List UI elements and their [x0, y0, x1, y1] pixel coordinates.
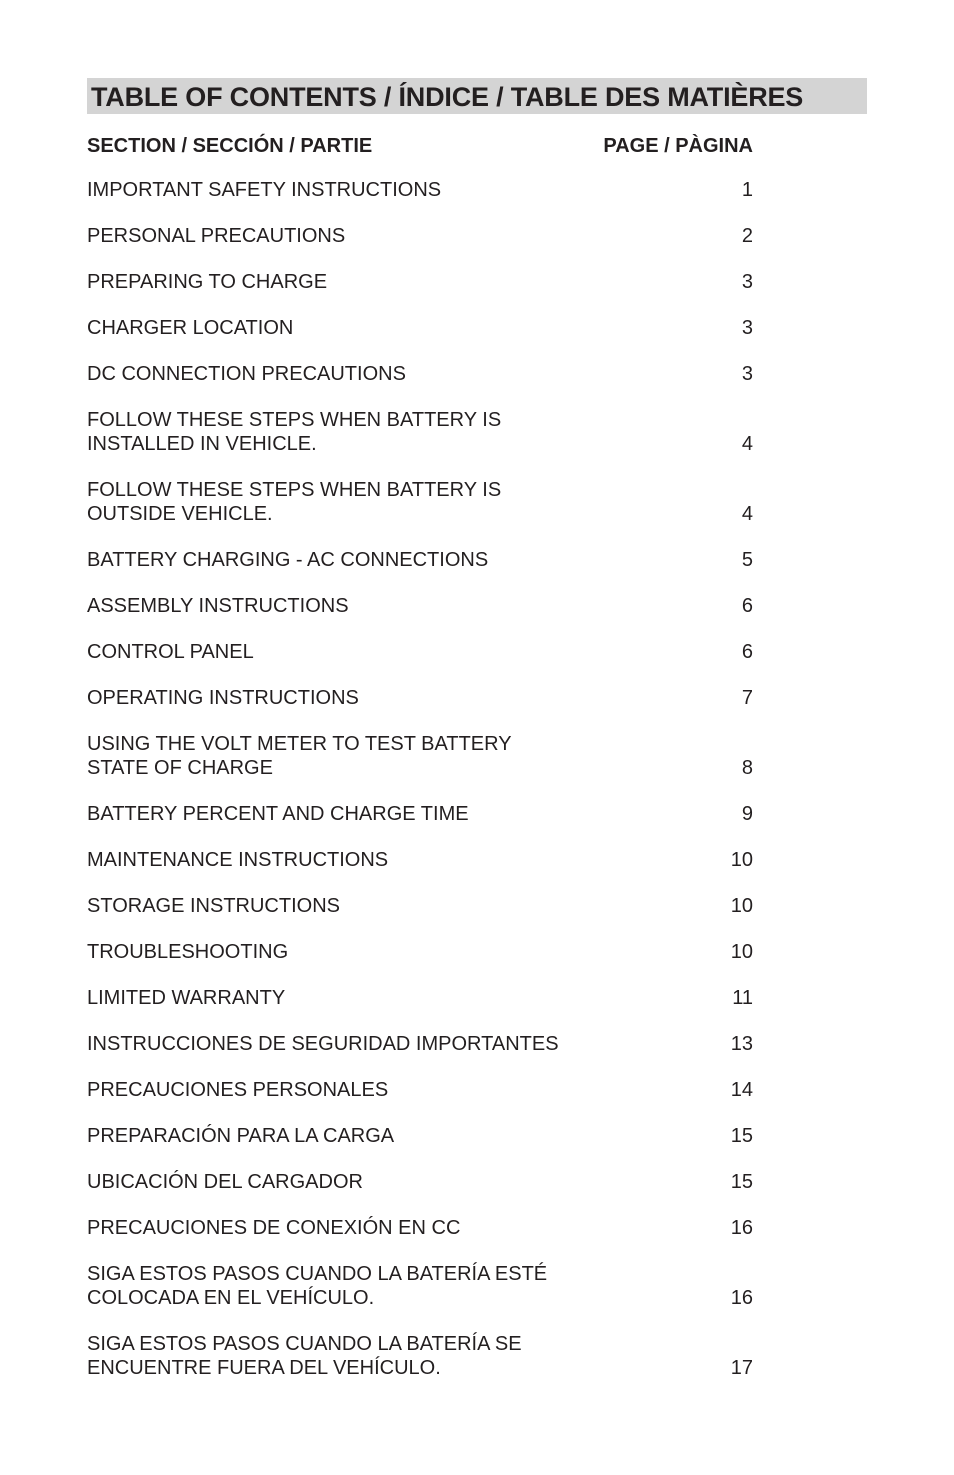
toc-entry[interactable]: [87, 178, 753, 202]
toc-entry-title: [87, 1332, 522, 1380]
toc-entry-page-number: 16: [730, 1217, 753, 1239]
toc-entry[interactable]: [87, 316, 753, 340]
toc-header-row: [87, 133, 753, 159]
toc-entry-title-line: DC CONNECTION PRECAUTIONS: [87, 363, 406, 385]
toc-entry-title: [87, 848, 388, 872]
title-bar: [87, 78, 867, 114]
toc-entry-page-number: 15: [730, 1125, 753, 1147]
toc-entry-title: [87, 270, 327, 294]
toc-entry-title-line: MAINTENANCE INSTRUCTIONS: [87, 849, 389, 871]
toc-entry-title: [87, 1216, 460, 1240]
toc-entry-title-line: PRECAUCIONES DE CONEXIÓN EN CC: [87, 1217, 461, 1239]
toc-entry[interactable]: [87, 224, 753, 248]
toc-entry-title: [87, 362, 406, 386]
toc-entry-title: [87, 316, 293, 340]
toc-entry-title-line: CHARGER LOCATION: [87, 317, 294, 339]
toc-entry-title-line: TROUBLESHOOTING: [87, 941, 289, 963]
toc-entry-title: [87, 548, 488, 572]
toc-entry-page-number: 15: [730, 1171, 753, 1193]
toc-entry-title-line: ENCUENTRE FUERA DEL VEHÍCULO.: [87, 1357, 441, 1379]
toc-entry-title: [87, 732, 512, 780]
toc-entry-page-number: 3: [741, 317, 753, 339]
toc-entry-page-number: 17: [730, 1357, 753, 1379]
toc-entry-title-line: PREPARING TO CHARGE: [87, 271, 328, 293]
toc-entry-title-line: INSTALLED IN VEHICLE.: [87, 433, 317, 455]
toc-entry[interactable]: [87, 894, 753, 918]
toc-entry-title: [87, 940, 288, 964]
toc-entry-title-line: PERSONAL PRECAUTIONS: [87, 225, 346, 247]
toc-entry-title: [87, 408, 501, 456]
toc-entry[interactable]: [87, 594, 753, 618]
toc-entry-page-number: 13: [730, 1033, 753, 1055]
toc-entry-title-line: UBICACIÓN DEL CARGADOR: [87, 1171, 363, 1193]
toc-entry[interactable]: [87, 408, 753, 456]
toc-entry[interactable]: [87, 362, 753, 386]
toc-entry-title-line: USING THE VOLT METER TO TEST BATTERY: [87, 733, 512, 755]
toc-entry-title: [87, 640, 254, 664]
toc-entry-title: [87, 1124, 394, 1148]
toc-entry-page-number: 11: [732, 987, 753, 1009]
toc-entry[interactable]: [87, 732, 753, 780]
toc-entry[interactable]: [87, 1170, 753, 1194]
toc-entry-title-line: FOLLOW THESE STEPS WHEN BATTERY IS: [87, 409, 502, 431]
toc-entry-title: [87, 894, 340, 918]
toc-entry[interactable]: [87, 1262, 753, 1310]
page-title: TABLE OF CONTENTS / ÍNDICE / TABLE DES MATIÈRES: [91, 82, 804, 112]
toc-entry-title: [87, 1078, 388, 1102]
toc-entry-page-number: 7: [741, 687, 753, 709]
toc-entry-title: [87, 802, 469, 826]
toc-entry-page-number: 10: [730, 941, 753, 963]
toc-entry[interactable]: [87, 1216, 753, 1240]
toc-list: [87, 178, 753, 1402]
section-column-header: SECTION / SECCIÓN / PARTIE: [87, 135, 373, 157]
toc-entry-page-number: 4: [741, 433, 753, 455]
toc-entry-title-line: FOLLOW THESE STEPS WHEN BATTERY IS: [87, 479, 502, 501]
toc-entry-page-number: 6: [741, 595, 753, 617]
toc-entry-page-number: 8: [741, 757, 753, 779]
toc-entry-title-line: OUTSIDE VEHICLE.: [87, 503, 273, 525]
toc-entry-title: [87, 686, 359, 710]
toc-entry[interactable]: [87, 270, 753, 294]
toc-entry-title-line: ASSEMBLY INSTRUCTIONS: [87, 595, 349, 617]
toc-entry[interactable]: [87, 1032, 753, 1056]
toc-entry-title-line: STORAGE INSTRUCTIONS: [87, 895, 340, 917]
toc-entry-page-number: 3: [741, 363, 753, 385]
toc-entry[interactable]: [87, 940, 753, 964]
toc-entry[interactable]: [87, 478, 753, 526]
toc-entry-page-number: 10: [730, 849, 753, 871]
toc-entry-title-line: COLOCADA EN EL VEHÍCULO.: [87, 1287, 375, 1309]
toc-entry-title: [87, 594, 349, 618]
toc-entry-page-number: 6: [741, 641, 753, 663]
toc-entry-title-line: CONTROL PANEL: [87, 641, 254, 663]
toc-entry-title: [87, 1032, 559, 1056]
toc-entry-title-line: SIGA ESTOS PASOS CUANDO LA BATERÍA ESTÉ: [87, 1263, 548, 1285]
toc-entry[interactable]: [87, 986, 753, 1010]
toc-entry-page-number: 14: [730, 1079, 753, 1101]
toc-entry-title: [87, 1262, 547, 1310]
toc-entry-page-number: 3: [741, 271, 753, 293]
toc-entry-title: [87, 986, 285, 1010]
toc-entry-title: [87, 178, 441, 202]
toc-entry[interactable]: [87, 548, 753, 572]
toc-entry-page-number: 5: [741, 549, 753, 571]
toc-entry[interactable]: [87, 686, 753, 710]
page-column-header: PAGE / PÀGINA: [603, 135, 753, 157]
toc-entry-title-line: INSTRUCCIONES DE SEGURIDAD IMPORTANTES: [87, 1033, 559, 1055]
toc-entry[interactable]: [87, 640, 753, 664]
toc-entry-title: [87, 478, 501, 526]
toc-entry-title: [87, 1170, 363, 1194]
toc-entry-title-line: IMPORTANT SAFETY INSTRUCTIONS: [87, 179, 442, 201]
toc-entry-title-line: OPERATING INSTRUCTIONS: [87, 687, 359, 709]
toc-entry[interactable]: [87, 1124, 753, 1148]
toc-entry[interactable]: [87, 802, 753, 826]
toc-entry-page-number: 9: [741, 803, 753, 825]
toc-entry[interactable]: [87, 1332, 753, 1380]
toc-entry-title-line: PREPARACIÓN PARA LA CARGA: [87, 1125, 395, 1147]
toc-entry-title-line: BATTERY CHARGING - AC CONNECTIONS: [87, 549, 489, 571]
toc-entry-page-number: 16: [730, 1287, 753, 1309]
toc-entry[interactable]: [87, 1078, 753, 1102]
toc-entry-title-line: BATTERY PERCENT AND CHARGE TIME: [87, 803, 469, 825]
toc-entry[interactable]: [87, 848, 753, 872]
toc-entry-page-number: 1: [741, 179, 753, 201]
toc-entry-title-line: STATE OF CHARGE: [87, 757, 273, 779]
toc-entry-title-line: SIGA ESTOS PASOS CUANDO LA BATERÍA SE: [87, 1333, 522, 1355]
toc-entry-title-line: PRECAUCIONES PERSONALES: [87, 1079, 389, 1101]
toc-entry-page-number: 2: [741, 225, 753, 247]
toc-entry-page-number: 10: [730, 895, 753, 917]
toc-entry-title-line: LIMITED WARRANTY: [87, 987, 286, 1009]
toc-entry-page-number: 4: [741, 503, 753, 525]
toc-entry-title: [87, 224, 345, 248]
